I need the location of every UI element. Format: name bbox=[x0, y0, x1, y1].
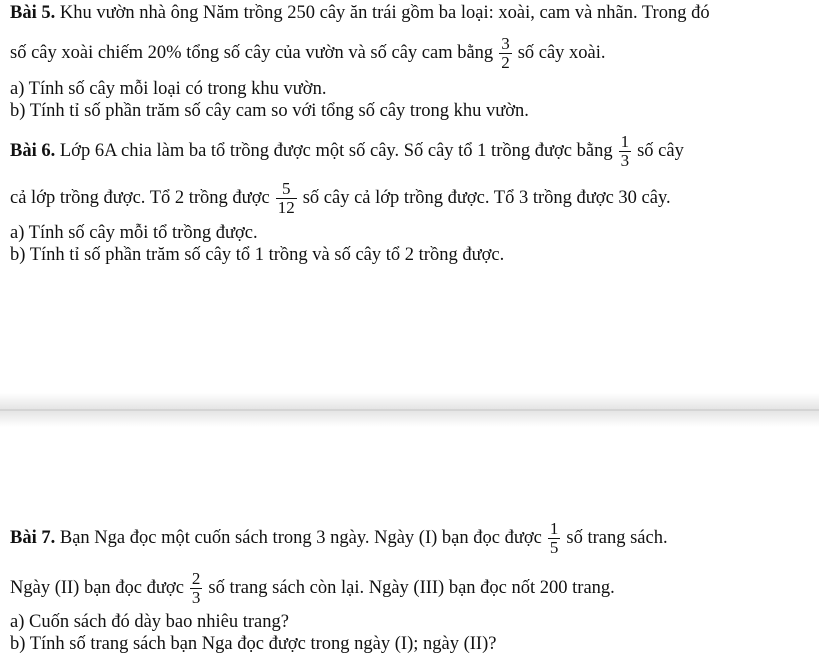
bai6-fraction-2-numerator: 5 bbox=[276, 180, 297, 199]
bai7-line-1 bbox=[10, 520, 668, 557]
bai7-question-b: b) Tính số trang sách bạn Nga đọc được trong ngày (I); ngày (II)? bbox=[10, 634, 497, 653]
bai6-line-1 bbox=[10, 133, 684, 170]
bai7-fraction-2-denominator: 3 bbox=[191, 588, 201, 607]
bai5-question-a: a) Tính số cây mỗi loại có trong khu vườn. bbox=[10, 79, 327, 99]
bai7-fraction-2 bbox=[190, 570, 203, 607]
bai7-question-a: a) Cuốn sách đó dày bao nhiêu trang? bbox=[10, 612, 289, 632]
bai5-fraction bbox=[499, 35, 512, 72]
bai5-question-b: b) Tính tỉ số phần trăm số cây cam so với tổng số cây trong khu vườn. bbox=[10, 101, 529, 121]
bai7-fraction-1-numerator: 1 bbox=[549, 519, 559, 538]
bai6-fraction-2-denominator: 12 bbox=[277, 198, 295, 217]
bai5-label: Bài 5. bbox=[10, 3, 56, 23]
page-divider bbox=[0, 393, 819, 427]
bai5-fraction-numerator: 3 bbox=[501, 34, 510, 53]
bai7-fraction-1-denominator: 5 bbox=[549, 538, 559, 557]
bai7-fraction-1 bbox=[548, 520, 561, 557]
bai6-label: Bài 6. bbox=[10, 140, 56, 161]
bai5-line-2-text-a: số cây xoài chiếm 20% tổng số cây của vườn và số cây cam bằng bbox=[10, 42, 494, 63]
bai5-line-1-text: Khu vườn nhà ông Năm trồng 250 cây ăn trái gồm ba loại: xoài, cam và nhãn. Trong đó bbox=[55, 3, 710, 23]
bai7-fraction-2-numerator: 2 bbox=[191, 569, 201, 588]
bai5-fraction-denominator: 2 bbox=[501, 53, 510, 72]
bai5-line-2-text-b: số cây xoài. bbox=[517, 42, 606, 63]
bai6-fraction-1-denominator: 3 bbox=[620, 151, 630, 170]
bai6-line-1-text-a: Lớp 6A chia làm ba tổ trồng được một số cây. Số cây tổ 1 trồng được bằng bbox=[55, 140, 613, 161]
bai6-line-2 bbox=[10, 180, 671, 217]
bai7-line-2-text-a: Ngày (II) bạn đọc được bbox=[10, 577, 184, 598]
page-divider-rule bbox=[0, 409, 819, 411]
bai5-line-1 bbox=[10, 2, 710, 24]
bai7-line-2 bbox=[10, 570, 615, 607]
bai7-line-1-text-a: Bạn Nga đọc một cuốn sách trong 3 ngày. Ngày (I) bạn đọc được bbox=[55, 527, 542, 548]
bai5-line-2 bbox=[10, 35, 606, 72]
bai6-line-2-text-b: số cây cả lớp trồng được. Tổ 3 trồng được 30 cây. bbox=[302, 187, 671, 208]
bai7-line-2-text-b: số trang sách còn lại. Ngày (III) bạn đọc nốt 200 trang. bbox=[208, 577, 615, 598]
bai6-question-a: a) Tính số cây mỗi tổ trồng được. bbox=[10, 223, 258, 243]
bai6-line-2-text-a: cả lớp trồng được. Tổ 2 trồng được bbox=[10, 187, 270, 208]
bai6-line-1-text-b: số cây bbox=[637, 140, 684, 161]
bai6-fraction-1 bbox=[619, 133, 632, 170]
bai6-fraction-1-numerator: 1 bbox=[620, 132, 630, 151]
bai7-line-1-text-b: số trang sách. bbox=[566, 527, 668, 548]
bai6-fraction-2 bbox=[276, 180, 297, 217]
bai7-label: Bài 7. bbox=[10, 527, 56, 548]
bai6-question-b: b) Tính tỉ số phần trăm số cây tổ 1 trồng và số cây tổ 2 trồng được. bbox=[10, 245, 505, 265]
